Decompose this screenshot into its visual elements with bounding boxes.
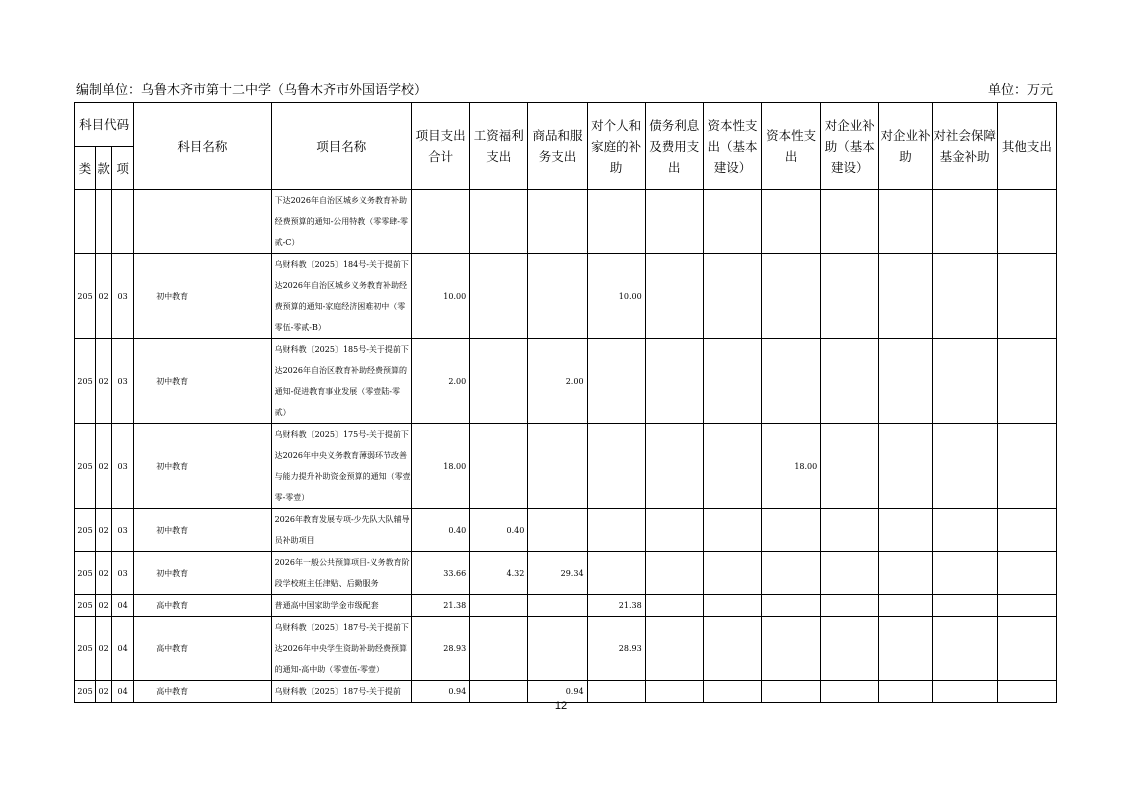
cell-kuan: 02 (96, 681, 112, 703)
cell-capital (762, 617, 821, 681)
cell-ent-basic (821, 339, 879, 424)
cell-ent (879, 254, 932, 339)
cell-other (997, 190, 1056, 254)
table-body (75, 190, 1057, 703)
cell-goods (528, 509, 587, 552)
cell-goods (528, 617, 587, 681)
cell-subject: 高中教育 (134, 595, 271, 617)
cell-total: 18.00 (412, 424, 470, 509)
header-ent: 对企业补助 (879, 103, 932, 190)
cell-ent-basic (821, 552, 879, 595)
cell-xiang: 03 (112, 424, 134, 509)
cell-capital-basic (703, 424, 761, 509)
cell-ent (879, 617, 932, 681)
cell-subject: 高中教育 (134, 681, 271, 703)
cell-goods (528, 190, 587, 254)
cell-other (997, 509, 1056, 552)
cell-personal (587, 509, 645, 552)
cell-project: 2026年一般公共预算项目-义务教育阶段学校班主任津贴、后勤服务 (271, 552, 411, 595)
cell-total (412, 190, 470, 254)
cell-kuan: 02 (96, 595, 112, 617)
cell-goods: 0.94 (528, 681, 587, 703)
header-xiang: 项 (112, 147, 134, 190)
cell-project: 乌财科教〔2025〕185号-关于提前下达2026年自治区教育补助经费预算的通知-促进教育事业发展（零壹陆-零贰） (271, 339, 411, 424)
header-capital: 资本性支出 (762, 103, 821, 190)
table-row (75, 617, 1057, 681)
cell-debt (645, 552, 703, 595)
cell-kuan: 02 (96, 339, 112, 424)
header-kuan: 款 (96, 147, 112, 190)
table-row (75, 509, 1057, 552)
cell-subject: 初中教育 (134, 552, 271, 595)
cell-capital-basic (703, 339, 761, 424)
cell-total: 21.38 (412, 595, 470, 617)
header-capital-basic: 资本性支出（基本建设） (703, 103, 761, 190)
cell-other (997, 552, 1056, 595)
cell-lei: 205 (75, 424, 96, 509)
cell-social (932, 509, 997, 552)
cell-capital (762, 509, 821, 552)
cell-project: 乌财科教〔2025〕187号-关于提前下达2026年中央学生资助补助经费预算的通知-高中助（零壹伍-零壹） (271, 617, 411, 681)
cell-social (932, 424, 997, 509)
cell-total: 0.40 (412, 509, 470, 552)
cell-wage (470, 617, 528, 681)
table-row (75, 595, 1057, 617)
cell-debt (645, 424, 703, 509)
cell-capital (762, 339, 821, 424)
cell-debt (645, 617, 703, 681)
cell-goods (528, 254, 587, 339)
cell-ent-basic (821, 424, 879, 509)
cell-other (997, 254, 1056, 339)
cell-goods (528, 595, 587, 617)
cell-lei: 205 (75, 254, 96, 339)
cell-ent-basic (821, 617, 879, 681)
cell-debt (645, 190, 703, 254)
cell-lei: 205 (75, 595, 96, 617)
cell-social (932, 254, 997, 339)
page-number: 12 (554, 700, 568, 712)
cell-other (997, 595, 1056, 617)
cell-kuan: 02 (96, 552, 112, 595)
cell-other (997, 424, 1056, 509)
cell-kuan: 02 (96, 424, 112, 509)
cell-capital-basic (703, 254, 761, 339)
cell-other (997, 339, 1056, 424)
cell-capital (762, 190, 821, 254)
cell-xiang: 04 (112, 617, 134, 681)
cell-debt (645, 339, 703, 424)
header-wage: 工资福利支出 (470, 103, 528, 190)
table-row (75, 190, 1057, 254)
cell-other (997, 617, 1056, 681)
cell-capital: 18.00 (762, 424, 821, 509)
budget-table (74, 102, 1057, 703)
cell-capital (762, 254, 821, 339)
cell-total: 28.93 (412, 617, 470, 681)
cell-ent (879, 595, 932, 617)
cell-lei: 205 (75, 339, 96, 424)
cell-social (932, 617, 997, 681)
cell-project: 普通高中国家助学金市级配套 (271, 595, 411, 617)
cell-capital-basic (703, 509, 761, 552)
cell-ent (879, 190, 932, 254)
cell-lei: 205 (75, 509, 96, 552)
cell-project: 2026年教育发展专项-少先队大队辅导员补助项目 (271, 509, 411, 552)
cell-wage (470, 254, 528, 339)
header-project: 项目名称 (271, 103, 411, 190)
cell-personal: 10.00 (587, 254, 645, 339)
cell-capital-basic (703, 595, 761, 617)
table-row (75, 424, 1057, 509)
cell-wage (470, 424, 528, 509)
cell-debt (645, 595, 703, 617)
cell-ent-basic (821, 509, 879, 552)
cell-kuan: 02 (96, 254, 112, 339)
cell-xiang: 03 (112, 509, 134, 552)
header-lei: 类 (75, 147, 96, 190)
cell-social (932, 552, 997, 595)
cell-capital-basic (703, 552, 761, 595)
cell-wage (470, 339, 528, 424)
cell-lei: 205 (75, 681, 96, 703)
cell-subject: 高中教育 (134, 617, 271, 681)
header-social: 对社会保障基金补助 (932, 103, 997, 190)
cell-ent (879, 339, 932, 424)
table-row (75, 552, 1057, 595)
cell-total: 2.00 (412, 339, 470, 424)
cell-wage: 0.40 (470, 509, 528, 552)
cell-ent-basic (821, 254, 879, 339)
cell-ent-basic (821, 595, 879, 617)
cell-social (932, 595, 997, 617)
header-debt: 债务利息及费用支出 (645, 103, 703, 190)
cell-capital (762, 552, 821, 595)
compiling-unit: 编制单位：乌鲁木齐市第十二中学（乌鲁木齐市外国语学校） (76, 83, 428, 98)
cell-xiang: 04 (112, 595, 134, 617)
header-ent-basic: 对企业补助（基本建设） (821, 103, 879, 190)
cell-xiang: 04 (112, 681, 134, 703)
cell-kuan: 02 (96, 509, 112, 552)
header-other: 其他支出 (997, 103, 1056, 190)
cell-subject: 初中教育 (134, 424, 271, 509)
cell-project: 乌财科教〔2025〕184号-关于提前下达2026年自治区城乡义务教育补助经费预算的通知-家庭经济困难初中（零零伍-零贰-B） (271, 254, 411, 339)
cell-capital-basic (703, 617, 761, 681)
cell-wage: 4.32 (470, 552, 528, 595)
header-goods: 商品和服务支出 (528, 103, 587, 190)
table-row (75, 254, 1057, 339)
currency-unit: 单位：万元 (987, 83, 1053, 98)
cell-wage (470, 595, 528, 617)
cell-project: 下达2026年自治区城乡义务教育补助经费预算的通知-公用特教（零零肆-零贰-C） (271, 190, 411, 254)
cell-project: 乌财科教〔2025〕187号-关于提前 (271, 681, 411, 703)
cell-capital-basic (703, 190, 761, 254)
cell-ent (879, 552, 932, 595)
table-row (75, 339, 1057, 424)
cell-goods (528, 424, 587, 509)
cell-ent (879, 509, 932, 552)
cell-subject (134, 190, 271, 254)
cell-debt (645, 254, 703, 339)
cell-lei (75, 190, 96, 254)
cell-personal (587, 190, 645, 254)
cell-personal (587, 552, 645, 595)
cell-total: 10.00 (412, 254, 470, 339)
cell-personal (587, 424, 645, 509)
cell-subject: 初中教育 (134, 509, 271, 552)
cell-kuan: 02 (96, 617, 112, 681)
cell-ent (879, 424, 932, 509)
cell-personal: 28.93 (587, 617, 645, 681)
cell-personal (587, 339, 645, 424)
cell-lei: 205 (75, 552, 96, 595)
cell-xiang (112, 190, 134, 254)
cell-subject: 初中教育 (134, 254, 271, 339)
cell-xiang: 03 (112, 339, 134, 424)
cell-total: 33.66 (412, 552, 470, 595)
cell-lei: 205 (75, 617, 96, 681)
cell-ent-basic (821, 190, 879, 254)
cell-debt (645, 509, 703, 552)
header-subject: 科目名称 (134, 103, 271, 190)
header-total: 项目支出合计 (412, 103, 470, 190)
cell-total: 0.94 (412, 681, 470, 703)
cell-project: 乌财科教〔2025〕175号-关于提前下达2026年中央义务教育薄弱环节改善与能力提升补助资金预算的通知（零壹零-零壹） (271, 424, 411, 509)
header-code: 科目代码 (75, 103, 134, 147)
cell-subject: 初中教育 (134, 339, 271, 424)
cell-social (932, 190, 997, 254)
cell-capital (762, 595, 821, 617)
cell-goods: 2.00 (528, 339, 587, 424)
cell-xiang: 03 (112, 552, 134, 595)
cell-wage (470, 190, 528, 254)
header-personal: 对个人和家庭的补助 (587, 103, 645, 190)
cell-xiang: 03 (112, 254, 134, 339)
cell-personal: 21.38 (587, 595, 645, 617)
cell-social (932, 339, 997, 424)
cell-goods: 29.34 (528, 552, 587, 595)
cell-kuan (96, 190, 112, 254)
